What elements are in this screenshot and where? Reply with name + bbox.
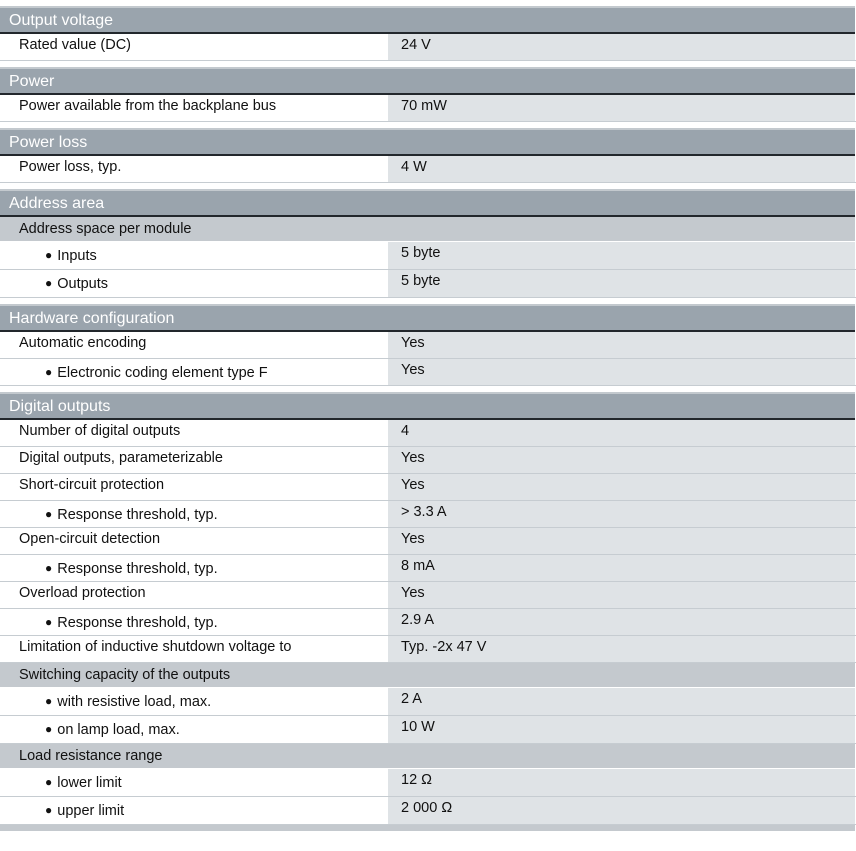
spec-label: Open-circuit detection <box>19 531 161 547</box>
bullet-icon: ● <box>45 803 53 817</box>
spec-value: Typ. -2x 47 V <box>388 636 855 662</box>
section-divider <box>0 825 855 831</box>
spec-value: 24 V <box>388 34 855 60</box>
spec-row <box>0 555 856 582</box>
spec-label: Automatic encoding <box>19 335 147 351</box>
section-title: Power loss <box>0 128 855 156</box>
spec-row <box>0 332 856 359</box>
spec-label: Rated value (DC) <box>19 37 132 53</box>
section-address-area <box>0 189 856 298</box>
spec-row <box>0 636 856 663</box>
spec-label-text: with resistive load, max. <box>57 694 212 710</box>
section-output-voltage <box>0 6 856 61</box>
spec-label: Power loss, typ. <box>19 159 122 175</box>
spec-value: Yes <box>388 528 855 554</box>
spec-label: Short-circuit protection <box>19 477 165 493</box>
spec-label <box>0 501 386 527</box>
bullet-icon: ● <box>45 722 53 736</box>
spec-value: 70 mW <box>388 95 855 121</box>
section-digital-outputs <box>0 392 856 831</box>
spec-value: 2 A <box>388 688 855 715</box>
spec-value: 4 W <box>388 156 855 182</box>
spec-label <box>0 688 386 715</box>
spec-label <box>0 609 386 635</box>
spec-value: Yes <box>388 332 855 358</box>
bullet-icon: ● <box>45 276 53 290</box>
bullet-icon: ● <box>45 248 53 262</box>
spec-label <box>0 769 386 796</box>
bullet-icon: ● <box>45 507 53 521</box>
group-header: Switching capacity of the outputs <box>0 663 855 688</box>
spec-value: 8 mA <box>388 555 855 581</box>
spec-row <box>0 716 856 744</box>
spec-row <box>0 688 856 716</box>
section-title: Digital outputs <box>0 392 855 420</box>
spec-label-text: lower limit <box>57 775 122 791</box>
spec-row <box>0 797 856 825</box>
spec-label <box>0 797 386 824</box>
spec-sheet <box>0 6 856 831</box>
bullet-icon: ● <box>45 561 53 575</box>
spec-row <box>0 447 856 474</box>
bullet-icon: ● <box>45 694 53 708</box>
spec-row <box>0 156 856 183</box>
bullet-icon: ● <box>45 365 53 379</box>
spec-row <box>0 528 856 555</box>
spec-label <box>0 359 386 385</box>
spec-value: 12 Ω <box>388 769 855 796</box>
spec-row <box>0 582 856 609</box>
section-hardware-configuration <box>0 304 856 386</box>
spec-value: Yes <box>388 582 855 608</box>
spec-row <box>0 95 856 122</box>
spec-label-text: Outputs <box>57 276 109 292</box>
bullet-icon: ● <box>45 615 53 629</box>
spec-label <box>0 270 386 297</box>
spec-label <box>0 716 386 743</box>
spec-value: Yes <box>388 474 855 500</box>
section-power <box>0 67 856 122</box>
spec-value: 2.9 A <box>388 609 855 635</box>
spec-label <box>0 242 386 269</box>
spec-label: Overload protection <box>19 585 146 601</box>
spec-value: 5 byte <box>388 270 855 297</box>
spec-label-text: Response threshold, typ. <box>57 615 218 631</box>
spec-label-text: on lamp load, max. <box>57 722 180 738</box>
spec-row <box>0 34 856 61</box>
bullet-icon: ● <box>45 775 53 789</box>
spec-label-text: Response threshold, typ. <box>57 561 218 577</box>
spec-row <box>0 474 856 501</box>
spec-value: Yes <box>388 359 855 385</box>
spec-label: Limitation of inductive shutdown voltage to <box>19 639 292 655</box>
spec-value: 5 byte <box>388 242 855 269</box>
spec-value: 4 <box>388 420 855 446</box>
spec-value: Yes <box>388 447 855 473</box>
section-title: Hardware configuration <box>0 304 855 332</box>
spec-label <box>0 555 386 581</box>
spec-row <box>0 420 856 447</box>
spec-label-text: Electronic coding element type F <box>57 365 268 381</box>
spec-row <box>0 242 856 270</box>
spec-label: Power available from the backplane bus <box>19 98 277 114</box>
section-power-loss <box>0 128 856 183</box>
spec-value: 2 000 Ω <box>388 797 855 824</box>
section-title: Address area <box>0 189 855 217</box>
spec-label-text: Inputs <box>57 248 97 264</box>
spec-label: Number of digital outputs <box>19 423 181 439</box>
section-title: Power <box>0 67 855 95</box>
spec-value: 10 W <box>388 716 855 743</box>
spec-label: Digital outputs, parameterizable <box>19 450 223 466</box>
spec-label-text: upper limit <box>57 803 125 819</box>
section-title: Output voltage <box>0 6 855 34</box>
spec-label-text: Response threshold, typ. <box>57 507 218 523</box>
spec-row <box>0 769 856 797</box>
spec-value: > 3.3 A <box>388 501 855 527</box>
group-header: Address space per module <box>0 217 855 242</box>
spec-row <box>0 359 856 386</box>
group-header: Load resistance range <box>0 744 855 769</box>
spec-row <box>0 609 856 636</box>
spec-row <box>0 501 856 528</box>
spec-row <box>0 270 856 298</box>
